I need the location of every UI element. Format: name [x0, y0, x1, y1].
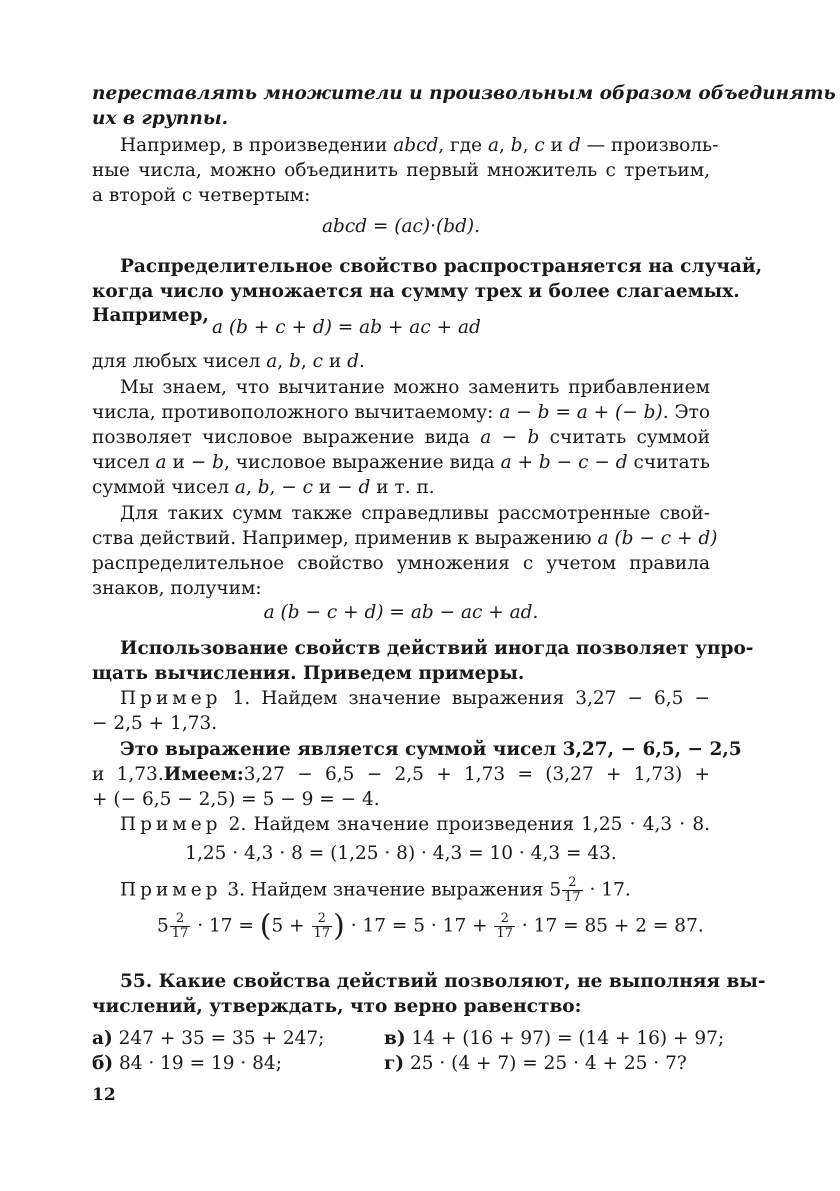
- para5-line1: Для таких сумм также справедливы рассмотренные свой-: [120, 503, 710, 524]
- para2-line3: а второй с четвертым:: [92, 185, 311, 206]
- para6-line1: Использование свойств действий иногда позволяет упро-: [120, 638, 754, 659]
- example1-label: Пример: [120, 688, 222, 709]
- exercise-item-v: в) 14 + (16 + 97) = (14 + 16) + 97;: [384, 1028, 725, 1049]
- example1-line3: Это выражение является суммой чисел 3,27, − 6,5, − 2,5: [120, 739, 742, 760]
- example3-line1: Пример 3. Найдем значение выражения 5 $\frac{2}{17}$ · 17.: [120, 875, 631, 905]
- exercise-item-b: б) 84 · 19 = 19 · 84;: [92, 1053, 282, 1074]
- para3-line2: когда число умножается на сумму трех и более слагаемых.: [92, 281, 740, 302]
- para2-line1: Например, в произведении abcd, где a, b, c и d — произволь-: [120, 135, 719, 156]
- exercise-item-g: г) 25 · (4 + 7) = 25 · 4 + 25 · 7?: [384, 1053, 687, 1074]
- exercise55-line2: числений, утверждать, что верно равенство:: [92, 996, 582, 1017]
- example1-line4: и 1,73.Имеем:3,27 − 6,5 − 2,5 + 1,73 = (3,27 + 1,73) +: [92, 764, 710, 785]
- para4-line4: чисел a и − b, числовое выражение вида a + b − c − d считать: [92, 452, 710, 473]
- para4-line5: суммой чисел a, b, − c и − d и т. п.: [92, 477, 435, 498]
- para5-line3: распределительное свойство умножения с учетом правила: [92, 553, 710, 574]
- para2-line2: ные числа, можно объединить первый множитель с третьим,: [92, 160, 710, 181]
- para1-line1: переставлять множители и произвольным образом объединять: [92, 83, 836, 104]
- para3-line4: для любых чисел a, b, c и d.: [92, 351, 365, 372]
- para6-line2: щать вычисления. Приведем примеры.: [92, 663, 525, 684]
- exercise55-line1: 55. Какие свойства действий позволяют, не выполняя вы-: [120, 971, 766, 992]
- example2-line1: Пример 2. Найдем значение произведения 1,25 · 4,3 · 8.: [120, 814, 710, 835]
- para5-line4: знаков, получим:: [92, 578, 262, 599]
- example1-line2: − 2,5 + 1,73.: [92, 713, 218, 734]
- para4-line3: позволяет числовое выражение вида a − b считать суммой: [92, 427, 711, 448]
- para4-line2: числа, противоположного вычитаемому: a − b = a + (− b). Это: [92, 402, 710, 423]
- formula-subtraction: a (b − c + d) = ab − ac + ad.: [263, 602, 539, 623]
- para4-line1: Мы знаем, что вычитание можно заменить прибавлением: [120, 377, 710, 398]
- para3-line3: Например,: [92, 305, 209, 326]
- exercise-item-a: а) 247 + 35 = 35 + 247;: [92, 1028, 325, 1049]
- para1-line2: их в группы.: [92, 108, 229, 129]
- para5-line2: ства действий. Например, применив к выражению a (b − c + d): [92, 528, 718, 549]
- example1-line1: Пример 1. Найдем значение выражения 3,27 − 6,5 −: [120, 688, 710, 709]
- fraction-2-17: $\frac{2}{17}$: [564, 875, 581, 905]
- formula-distributive: a (b + c + d) = ab + ac + ad: [212, 317, 481, 338]
- formula-abcd: abcd = (ac)·(bd).: [321, 216, 481, 237]
- example3-label: Пример: [120, 879, 222, 901]
- example1-line5: + (− 6,5 − 2,5) = 5 − 9 = − 4.: [92, 789, 380, 810]
- formula-example2: 1,25 · 4,3 · 8 = (1,25 · 8) · 4,3 = 10 · 4,3 = 43.: [185, 843, 617, 864]
- para3-line1: Распределительное свойство распространяется на случай,: [120, 256, 763, 277]
- example2-label: Пример: [120, 814, 222, 835]
- formula-example3: 5 $\frac{2}{17}$ · 17 = (5 + $\frac{2}{17}$ ) · 17 = 5 · 17 + $\frac{2}{17}$ · 17 = 85 + 2 = 87.: [157, 908, 704, 944]
- page-number: 12: [92, 1085, 116, 1105]
